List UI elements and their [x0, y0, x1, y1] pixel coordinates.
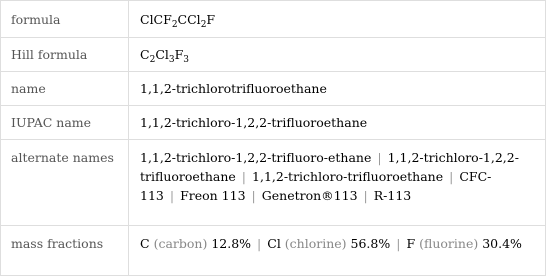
iupac-name-value: 1,1,2-trichloro-1,2,2-trifluoroethane	[129, 106, 546, 140]
name-label: name	[1, 72, 129, 106]
formula-subscript: 2	[200, 19, 207, 30]
iupac-name-label: IUPAC name	[1, 106, 129, 140]
formula-label: formula	[1, 1, 129, 38]
separator: |	[241, 169, 247, 184]
row-formula	[1, 1, 546, 38]
element-symbol: C	[140, 236, 150, 251]
hill-formula-label: Hill formula	[1, 38, 129, 72]
alternate-names-value	[129, 140, 546, 226]
alternate-name: 1,1,2-trichloro-1,2,2-trifluoro-ethane	[140, 150, 372, 165]
separator: |	[396, 236, 401, 251]
alternate-name: Genetron®113	[261, 188, 358, 203]
hill-formula-subscript: 2	[149, 55, 156, 65]
element-name: (chlorine)	[284, 236, 347, 251]
element-symbol: Cl	[267, 236, 281, 251]
formula-subscript: 2	[171, 19, 178, 30]
separator: |	[363, 188, 368, 203]
separator: |	[377, 150, 382, 165]
alternate-name: 1,1,2-trichloro-1,2,2-trifluoroethane	[140, 150, 519, 184]
alternate-name: CFC-113	[140, 169, 492, 203]
mass-fraction: 56.8%	[350, 236, 391, 251]
hill-formula-subscript: 3	[183, 55, 190, 65]
row-iupac-name	[1, 106, 546, 140]
element-symbol: F	[406, 236, 416, 251]
element-name: (carbon)	[153, 236, 208, 251]
mass-fraction: 12.8%	[211, 236, 252, 251]
separator: |	[251, 188, 256, 203]
row-alternate-names	[1, 140, 546, 226]
hill-formula-part: F	[174, 47, 184, 62]
hill-formula-part: C	[140, 47, 150, 62]
mass-fractions-label: mass fractions	[1, 226, 129, 276]
hill-formula-part: Cl	[155, 47, 169, 62]
formula-part: ClCF	[140, 11, 172, 27]
formula-part: CCl	[177, 11, 201, 27]
separator: |	[169, 188, 175, 203]
name-value: 1,1,2-trichlorotrifluoroethane	[129, 72, 546, 106]
alternate-names-label: alternate names	[1, 140, 129, 226]
separator: |	[449, 169, 454, 184]
alternate-name: 1,1,2-trichloro-trifluoroethane	[252, 169, 444, 184]
separator: |	[257, 236, 262, 251]
row-hill-formula	[1, 38, 546, 72]
row-name	[1, 72, 546, 106]
hill-formula-subscript: 3	[168, 55, 175, 65]
hill-formula-value	[129, 38, 546, 72]
row-mass-fractions	[1, 226, 546, 276]
mass-fraction: 30.4%	[482, 236, 522, 251]
formula-value	[129, 1, 546, 38]
mass-fractions-value	[129, 226, 546, 276]
alternate-name: R-113	[373, 188, 412, 203]
alternate-name: Freon 113	[180, 188, 246, 203]
element-name: (fluorine)	[419, 236, 479, 251]
formula-part: F	[206, 11, 216, 27]
